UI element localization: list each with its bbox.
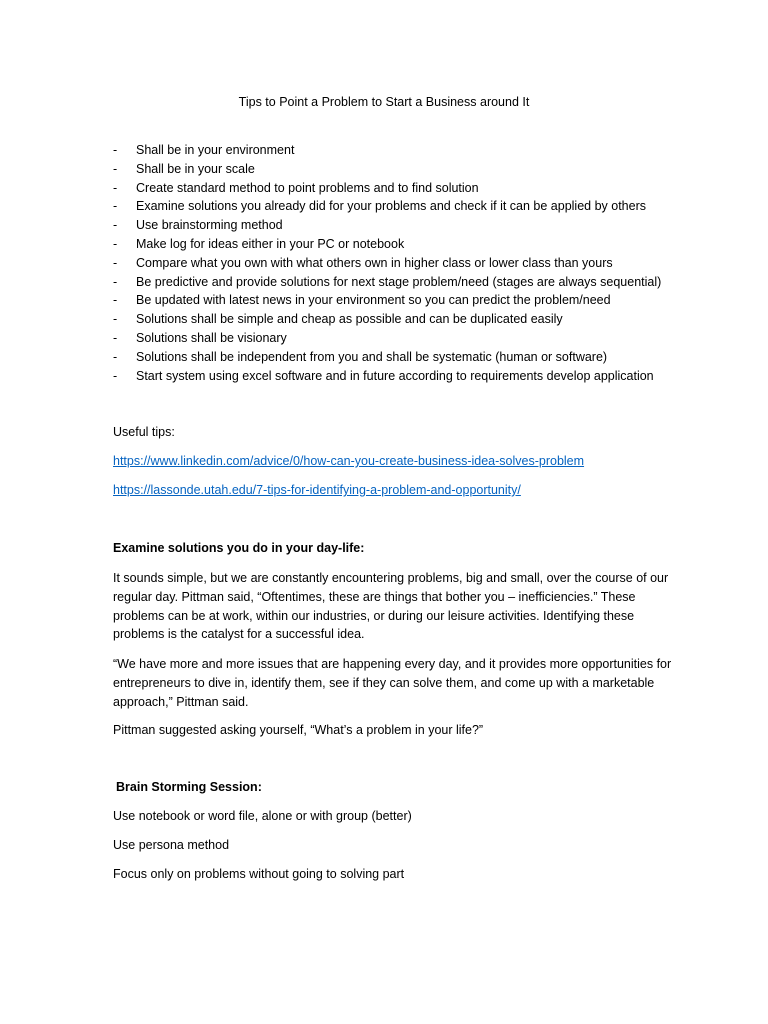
list-item <box>113 329 661 348</box>
list-item-text: Be updated with latest news in your environment so you can predict the problem/need <box>136 293 611 308</box>
bullet-marker: - <box>113 368 118 383</box>
bullet-marker: - <box>113 293 118 308</box>
list-item <box>113 197 661 216</box>
list-item-text: Solutions shall be simple and cheap as possible and can be duplicated easily <box>136 312 563 327</box>
tips-list <box>113 141 661 385</box>
list-item-text: Solutions shall be visionary <box>136 330 287 345</box>
bullet-marker: - <box>113 330 118 345</box>
useful-tips-section <box>113 425 673 440</box>
bullet-marker: - <box>113 255 118 270</box>
paragraph-text: Pittman suggested asking yourself, “What’s a problem in your life?” <box>113 723 484 737</box>
paragraph <box>113 721 673 740</box>
paragraph-text: Use persona method <box>113 838 230 852</box>
list-item-text: Use brainstorming method <box>136 218 283 233</box>
list-item-text: Start system using excel software and in future according to requirements develop application <box>136 368 654 383</box>
list-item-text: Shall be in your environment <box>136 143 295 157</box>
paragraph <box>113 838 673 853</box>
list-item-text: Be predictive and provide solutions for next stage problem/need (stages are always sequential) <box>136 274 662 289</box>
link-container <box>113 483 673 498</box>
list-item-text: Make log for ideas either in your PC or notebook <box>136 236 405 251</box>
list-item-text: Compare what you own with what others own in higher class or lower class than yours <box>136 255 613 270</box>
list-item <box>113 179 661 198</box>
bullet-marker: - <box>113 199 118 214</box>
bullet-marker: - <box>113 349 118 364</box>
paragraph-text: Focus only on problems without going to solving part <box>113 867 405 881</box>
bullet-marker: - <box>113 236 118 251</box>
paragraph <box>113 655 673 711</box>
bullet-marker: - <box>113 180 118 195</box>
paragraph-text: “We have more and more issues that are happening every day, and it provides more opportunities for entrepreneurs to dive in, identify them, see if they can solve them, and come up with a marketable approach,” Pittman said. <box>113 657 672 709</box>
paragraph-text: It sounds simple, but we are constantly encountering problems, big and small, over the course of our regular day. Pittman said, “Oftentimes, these are things that bother you – inefficiencies.” These problems can be at work, within our industries, or during our leisure activities. Identifying these problems is the catalyst for a successful idea. <box>113 571 669 642</box>
section-heading: Examine solutions you do in your day-life: <box>113 541 365 555</box>
list-item-text: Shall be in your scale <box>136 161 255 176</box>
linkedin-link[interactable]: https://www.linkedin.com/advice/0/how-can-you-create-business-idea-solves-problem <box>113 454 585 468</box>
list-item <box>113 273 661 292</box>
paragraph <box>113 569 673 644</box>
list-item <box>113 235 661 254</box>
document-title: Tips to Point a Problem to Start a Business around It <box>238 95 530 109</box>
list-item <box>113 310 661 329</box>
list-item-text: Solutions shall be independent from you and shall be systematic (human or software) <box>136 349 608 364</box>
list-item-text: Examine solutions you already did for your problems and check if it can be applied by others <box>136 199 647 214</box>
list-item <box>113 216 661 235</box>
list-item <box>113 348 661 367</box>
list-item <box>113 291 661 310</box>
link-container <box>113 454 673 469</box>
section-heading: Brain Storming Session: <box>116 780 262 794</box>
paragraph <box>113 867 673 882</box>
bullet-marker: - <box>113 218 118 233</box>
brainstorm-section <box>116 780 676 795</box>
list-item <box>113 367 661 386</box>
list-item <box>113 141 661 160</box>
bullet-marker: - <box>113 312 118 327</box>
lassonde-link[interactable]: https://lassonde.utah.edu/7-tips-for-identifying-a-problem-and-opportunity/ <box>113 483 521 497</box>
bullet-marker: - <box>113 161 118 176</box>
list-item <box>113 160 661 179</box>
examine-section <box>113 541 673 556</box>
useful-tips-label: Useful tips: <box>113 425 175 439</box>
bullet-marker: - <box>113 143 118 157</box>
paragraph-text: Use notebook or word file, alone or with group (better) <box>113 809 412 823</box>
bullet-marker: - <box>113 274 118 289</box>
paragraph <box>113 809 673 824</box>
list-item-text: Create standard method to point problems and to find solution <box>136 180 479 195</box>
list-item <box>113 254 661 273</box>
